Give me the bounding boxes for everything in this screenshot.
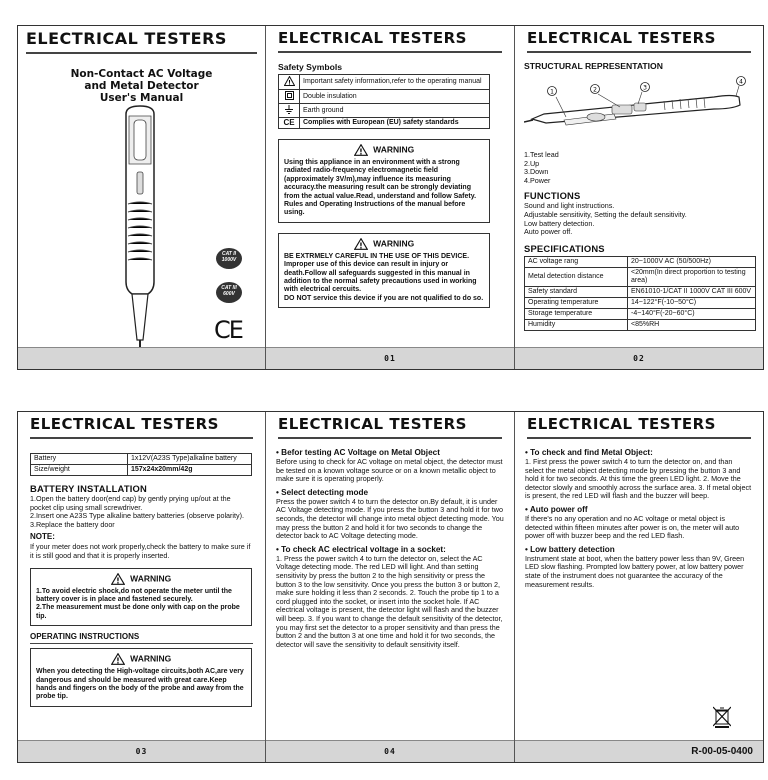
cover-title-line: User's Manual (99, 92, 184, 104)
weee-bin-icon (713, 706, 731, 728)
list-item: 2.Up (524, 158, 540, 168)
list-item: 4.Power (524, 175, 551, 185)
page-02 (515, 26, 763, 369)
table-row: Size/weight 157x24x20mm/42g (31, 465, 252, 476)
section-text: Before using to check for AC voltage on metal object, the detector must be tested on a known voltage source or on a known metallic object to make sure it is operating properly. (276, 457, 503, 484)
functions-title: FUNCTIONS (524, 190, 581, 202)
warning-item: 1.To avoid electric shock,do not operate the meter until the battery cover is in place and fastened securely. (36, 587, 232, 603)
functions-list (524, 202, 754, 236)
cover-panel (18, 26, 265, 369)
section-title: • To check AC electrical voltage in a socket: (276, 544, 446, 554)
table-row: Safety standard EN61010-1/CAT II 1000V CAT III 600V (525, 286, 756, 297)
safety-symbols-table (278, 74, 490, 129)
page-03 (18, 412, 265, 762)
warning-title: WARNING (373, 144, 415, 155)
page-number: 02 (515, 347, 763, 369)
warning-line: Improper use of this device can result in injury or death.Follow all safeguards suggested in this manual in addition to the normal safety precautions used in working with electrical cercuits. (284, 261, 477, 294)
table-row: Battery 1x12V(A23S Type)alkaline battery (31, 454, 252, 465)
symbol-text: Important safety information,refer to the operating manual (300, 75, 490, 90)
ce-icon: CE (279, 118, 300, 129)
page-number: 03 (18, 740, 265, 762)
list-item: Adjustable sensitivity, Setting the default sensitivity. (524, 209, 687, 219)
operating-instructions-title: OPERATING INSTRUCTIONS (30, 632, 253, 644)
parts-list (524, 151, 754, 185)
section-text: 1. First press the power switch 4 to turn the detector on, and than select the metal object detecting mode by pressing the button 3 and hold it for two seconds. At this time the green LED light. 2. Move the detector slowly and smoothly across the surface area. 3. If metal object is present, the red LED will flash and the buzzer will beep. (525, 457, 752, 501)
warning-line: DO NOT service this device if you are not qualified to do so. (284, 294, 484, 302)
double-insulation-icon (279, 90, 300, 104)
warning-text: Using this appliance in an environment with a strong radiated radio-frequency electromagnetic field (approximately 3V/m),may influence its measuring accuracy.the measuring result can be strongly deviating from the actual value.Read, understand and follow Safety. Rules and Operating Instructions of the manual before using. (284, 159, 477, 217)
warning-title: WARNING (130, 653, 172, 664)
warning-text: When you detecting the High-voltage circuits,both AC,are very dangerous and should be measured with great care.Keep hands and fingers on the body of the probe and away from the probe tip. (36, 668, 244, 701)
cover-title-line: Non-Contact AC Voltage (70, 68, 213, 80)
table-row: AC voltage rang 20~1000V AC (50/500Hz) (525, 256, 756, 267)
battery-installation-title: BATTERY INSTALLATION (30, 483, 148, 494)
cover-footer (18, 347, 265, 369)
list-item: 2.Insert one A23S Type alkaline battery batteries (observe polarity). (30, 511, 245, 521)
warning-icon (111, 653, 125, 665)
warning-box (278, 233, 490, 308)
document-code: R-00-05-0400 (515, 740, 763, 762)
warning-icon (354, 238, 368, 250)
safety-symbols-title: Safety Symbols (278, 62, 342, 72)
table-row: Humidity <85%RH (525, 319, 756, 330)
section-text: If there's no any operation and no AC voltage or metal object is detected within fifteen minutes after power is on, the meter will auto power off with buzzer beep and the red LED flash. (525, 513, 740, 541)
section-title: • Select detecting mode (276, 487, 369, 497)
symbol-text: Complies with European (EU) safety standards (300, 118, 490, 129)
cover-title-line: and Metal Detector (84, 80, 199, 92)
section-title: • Auto power off (525, 504, 588, 514)
specifications-table (524, 256, 756, 331)
svg-text:!: ! (359, 147, 363, 156)
list-item: 1.Open the battery door(end cap) by gently prying up/out at the pocket clip using small screwdriver. (30, 494, 231, 512)
battery-steps (30, 495, 253, 529)
page-05 (515, 412, 763, 762)
section-title: • To check and find Metal Object: (525, 448, 653, 457)
battery-table (30, 453, 252, 476)
svg-text:!: ! (359, 241, 363, 250)
callout-label: 1 (550, 88, 554, 96)
note-title: NOTE: (30, 532, 55, 542)
symbol-text: Double insulation (300, 90, 490, 104)
warning-box (30, 648, 252, 707)
page-number: 01 (266, 347, 514, 369)
top-sheet (17, 25, 764, 370)
page-header: ELECTRICAL TESTERS (278, 26, 502, 53)
list-item: Low battery detection. (524, 218, 595, 228)
table-row (279, 90, 490, 104)
earth-ground-icon (279, 104, 300, 118)
detector-side-view-illustration (524, 75, 754, 135)
note-text: If your meter does not work properly,check the battery to make sure if it is still good and that it is properly inserted. (30, 542, 251, 560)
structural-title: STRUCTURAL REPRESENTATION (524, 61, 663, 71)
callout-label: 4 (739, 78, 743, 86)
table-row: Storage temperature -4~140°F(-20~60°C) (525, 308, 756, 319)
callout-label: 3 (643, 84, 647, 92)
section-text: Press the power switch 4 to turn the detector on.By default, it is under AC Voltage detecting mode. If you press the button 3 and hold it for two seconds, the detector will change into metal object detecting mode. You may press the button 2 and hold it for two seconds to change the detector back to AC Voltage detecting mode. (276, 496, 504, 541)
specifications-title: SPECIFICATIONS (524, 242, 605, 254)
list-item: Sound and light instructions. (524, 201, 615, 211)
warning-triangle-icon (279, 75, 300, 90)
page-number: 04 (266, 740, 514, 762)
callout-label: 2 (593, 86, 597, 94)
list-item: Auto power off. (524, 227, 573, 237)
list-item: 1.Test lead (524, 150, 559, 159)
symbol-text: Earth ground (300, 104, 490, 118)
table-row (279, 104, 490, 118)
warning-item: 2.The measurement must be done only with cap on the probe tip. (36, 604, 240, 620)
page-header: ELECTRICAL TESTERS (527, 26, 751, 53)
svg-text:!: ! (116, 575, 120, 585)
ce-mark: CE (214, 316, 242, 344)
table-row (279, 118, 490, 129)
page-01 (266, 26, 514, 369)
section-text: 1. Press the power switch 4 to turn the detector on, select the AC Voltage detecting mode. The red LED will light. And than setting sensitivity by press the button 2 to the high sensitivity or press the button 3 to the low sensitivity. Once you press the button 3 or button 2, make sure holding it less than 2 seconds. 2. Touch the probe tip 1 to a cord plugged into the socket, or insert into the socket hole. If AC electrical voltage is present, the detector light will flash and the buzzer will beep. 3. If you want to change the default sensitivity of the detector, you may first set the detector to a proper sensitivity and than press the button 2 and the button 3 at one time and hold it for two seconds, the detector will save the sensitivity to default sensitivity itself. (276, 553, 503, 649)
cat-ii-badge: CAT II 1000V (216, 248, 242, 269)
cover-title (18, 68, 265, 104)
list-item: 3.Down (524, 167, 549, 177)
svg-text:!: ! (116, 656, 120, 666)
page-header: ELECTRICAL TESTERS (278, 412, 502, 439)
cat-iii-badge: CAT III 600V (216, 282, 242, 303)
warning-icon (111, 573, 125, 585)
svg-text:!: ! (287, 79, 291, 86)
warning-box (30, 568, 252, 627)
warning-box (278, 139, 490, 223)
list-item: 3.Replace the battery door (30, 519, 115, 529)
page-header: ELECTRICAL TESTERS (30, 412, 253, 439)
warning-title: WARNING (130, 572, 172, 583)
warning-icon (354, 144, 368, 156)
page-04 (266, 412, 514, 762)
detector-pen-illustration (110, 104, 170, 356)
warning-line: BE EXTRMELY CAREFUL IN THE USE OF THIS DEVICE. (284, 252, 470, 260)
warning-title: WARNING (373, 238, 415, 249)
bottom-sheet (17, 411, 764, 763)
section-title: • Befor testing AC Voltage on Metal Object (276, 448, 440, 457)
page-header: ELECTRICAL TESTERS (527, 412, 751, 439)
cover-header: ELECTRICAL TESTERS (26, 26, 257, 54)
section-text: Instrument state at boot, when the battery power less than 9V, Green LED slow flashing. Prompted low battery power, at low battery power state of the instrument does not guarantee the accuracy of the measurement results. (525, 553, 745, 589)
section-title: • Low battery detection (525, 544, 615, 554)
table-row (279, 75, 490, 90)
table-row: Metal detection distance <20mm(In direct proportion to testing area) (525, 267, 756, 286)
table-row: Operating temperature 14~122°F(-10~50°C) (525, 297, 756, 308)
